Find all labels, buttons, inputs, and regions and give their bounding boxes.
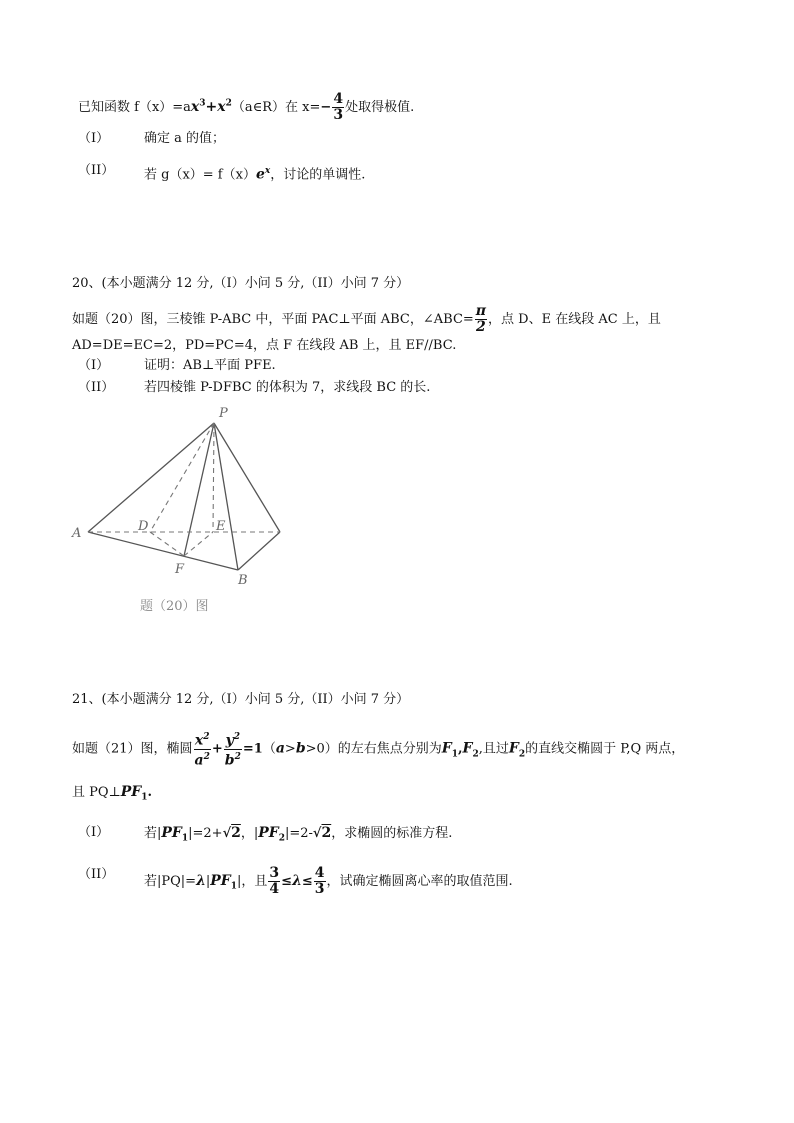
- q21-line2: 且 $PQ\perp PF_1$.: [72, 784, 153, 803]
- q20-line2: AD=DE=EC=2，PD=PC=4，点 F 在线段 AB 上，且 EF//BC.: [72, 338, 457, 353]
- q19-part2-text: 若 $g(x)= f(x)e^x$，讨论的单调性.: [144, 166, 366, 183]
- label-B: B: [238, 573, 248, 588]
- q20-part1-label: （I）: [78, 358, 110, 373]
- q19-intro: 已知函数 $f(x)=ax^3+x^2(a\in R)$在 x=− $\frac{4}{3}$ 处取得极值.: [78, 91, 415, 123]
- q21-part2-label: （II）: [78, 867, 115, 882]
- q20-part2-text: 若四棱锥 P-DFBC 的体积为 7，求线段 BC 的长.: [144, 380, 431, 395]
- label-A: A: [72, 526, 82, 541]
- q21-part1-text: 若$|PF_1|=2+√2$，$|PF_2|=2-√2$，求椭圆的标准方程.: [144, 825, 453, 844]
- q20-part2-label: （II）: [78, 380, 115, 395]
- q19-part1-text: 确定 a 的值；: [144, 131, 226, 146]
- q21-line1: 如题（21）图，椭圆 $\frac{x^2}{a^2}$ + $\frac{y^2}{b^2}$ =1（a>b>0）的左右焦点分别为$F_1,F_2$,且过$F_2$的直线交椭圆于 P,Q 两点，: [72, 732, 685, 769]
- label-P: P: [219, 406, 228, 421]
- q21-part1-label: （I）: [78, 825, 110, 840]
- q21-part2-text: 若$|PQ|=\lambda|PF_1|$，且 $\frac{3}{4}$ ≤λ≤ $\frac{4}{3}$ ，试确定椭圆离心率的取值范围.: [144, 865, 513, 897]
- label-F: F: [175, 562, 185, 577]
- label-E: E: [216, 519, 226, 534]
- q19-part2-label: （II）: [78, 163, 115, 178]
- q20-line1: 如题（20）图，三棱锥 P-ABC 中，平面 PAC⊥平面 ABC，∠ABC= $\frac{\pi}{2}$ ，点 D、E 在线段 AC 上，且: [72, 303, 661, 335]
- figure-caption: 题（20）图: [140, 599, 209, 614]
- q20-header: 20、(本小题满分 12 分,（I）小问 5 分,（II）小问 7 分）: [72, 276, 410, 291]
- label-D: D: [138, 519, 149, 534]
- q20-part1-text: 证明：AB⊥平面 PFE.: [144, 358, 276, 373]
- q19-part1-label: （I）: [78, 131, 110, 146]
- q21-header: 21、(本小题满分 12 分,（I）小问 5 分,（II）小问 7 分）: [72, 692, 410, 707]
